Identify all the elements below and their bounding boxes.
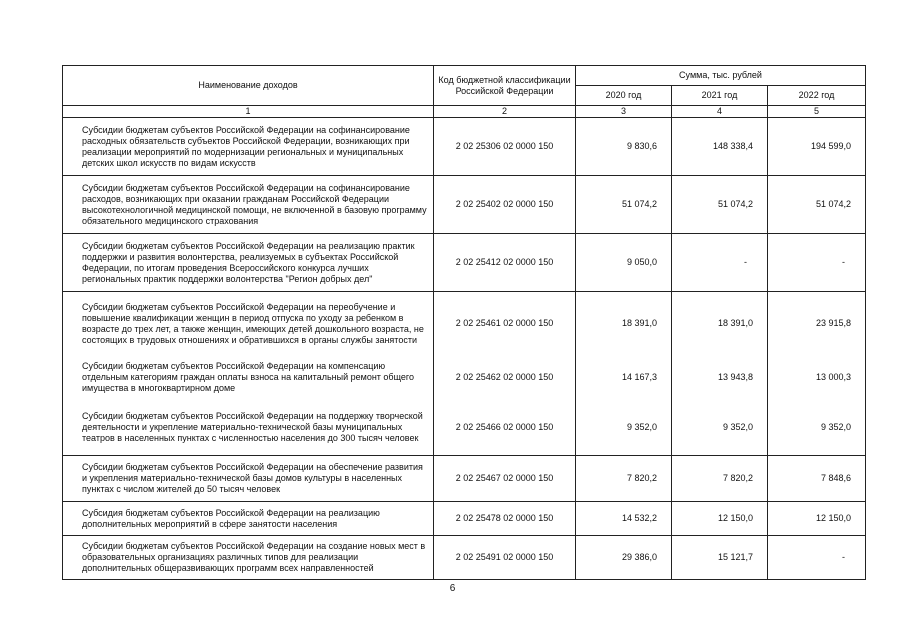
row-value-2021: 15 121,7 — [672, 536, 768, 580]
row-value-2021: 51 074,2 — [672, 176, 768, 234]
row-code: 2 02 25466 02 0000 150 — [434, 400, 576, 456]
row-code: 2 02 25461 02 0000 150 — [434, 292, 576, 356]
row-value-2020: 7 820,2 — [576, 456, 672, 502]
table-row — [63, 502, 866, 536]
row-value-2021: 7 820,2 — [672, 456, 768, 502]
row-value-2022: 23 915,8 — [768, 292, 866, 356]
row-value-2020: 14 167,3 — [576, 356, 672, 400]
header-budget-code: Код бюджетной классификации Российской Федерации — [434, 66, 576, 106]
column-number: 4 — [672, 106, 768, 118]
column-number: 2 — [434, 106, 576, 118]
header-income-name: Наименование доходов — [63, 66, 434, 106]
row-name: Субсидии бюджетам субъектов Российской Федерации на софинансирование расходных обязательств субъектов Российской Федерации, возникающих при реализации мероприятий по модернизации региональных и муниципальных детских школ искусств по видам искусств — [63, 118, 434, 176]
row-code: 2 02 25462 02 0000 150 — [434, 356, 576, 400]
table-row — [63, 456, 866, 502]
header-sum: Сумма, тыс. рублей — [576, 66, 866, 86]
income-table — [62, 65, 866, 580]
row-value-2022: 7 848,6 — [768, 456, 866, 502]
row-value-2021: 9 352,0 — [672, 400, 768, 456]
row-value-2020: 9 830,6 — [576, 118, 672, 176]
row-code: 2 02 25467 02 0000 150 — [434, 456, 576, 502]
row-value-2020: 18 391,0 — [576, 292, 672, 356]
table-row — [63, 118, 866, 176]
page-number: 6 — [449, 583, 456, 594]
row-value-2022: 9 352,0 — [768, 400, 866, 456]
column-number-row — [63, 106, 866, 118]
column-number: 1 — [63, 106, 434, 118]
row-code: 2 02 25478 02 0000 150 — [434, 502, 576, 536]
column-number: 5 — [768, 106, 866, 118]
row-value-2020: 9 352,0 — [576, 400, 672, 456]
row-name: Субсидии бюджетам субъектов Российской Федерации на поддержку творческой деятельности и укрепление материально-технической базы муниципальных театров в населенных пунктах с численностью населения до 300 тысяч человек — [63, 400, 434, 456]
row-value-2021: 12 150,0 — [672, 502, 768, 536]
row-code: 2 02 25306 02 0000 150 — [434, 118, 576, 176]
row-code: 2 02 25402 02 0000 150 — [434, 176, 576, 234]
row-value-2020: 9 050,0 — [576, 234, 672, 292]
row-value-2022: 194 599,0 — [768, 118, 866, 176]
row-name: Субсидии бюджетам субъектов Российской Федерации на переобучение и повышение квалификации женщин в период отпуска по уходу за ребенком в возрасте до трех лет, а также женщин, имеющих детей дошкольного возраста, не состоящих в трудовых отношениях и обратившихся в органы службы занятости — [63, 292, 434, 356]
row-value-2020: 14 532,2 — [576, 502, 672, 536]
row-name: Субсидии бюджетам субъектов Российской Федерации на реализацию практик поддержки и развития волонтерства, реализуемых в субъектах Российской Федерации, по итогам проведения Всероссийского конкурса лучших региональных практик поддержки волонтерства "Регион добрых дел" — [63, 234, 434, 292]
table-row — [63, 356, 866, 400]
row-value-2020: 51 074,2 — [576, 176, 672, 234]
row-name: Субсидии бюджетам субъектов Российской Федерации на обеспечение развития и укрепления материально-технической базы домов культуры в населенных пунктах с числом жителей до 50 тысяч человек — [63, 456, 434, 502]
header-year-2020: 2020 год — [576, 86, 672, 106]
table-row — [63, 292, 866, 356]
row-name: Субсидии бюджетам субъектов Российской Федерации на софинансирование расходов, возникающих при оказании гражданам Российской Федерации высокотехнологичной медицинской помощи, не включенной в базовую программу обязательного медицинского страхования — [63, 176, 434, 234]
row-code: 2 02 25491 02 0000 150 — [434, 536, 576, 580]
row-value-2021: 13 943,8 — [672, 356, 768, 400]
table-row — [63, 536, 866, 580]
row-value-2022: 12 150,0 — [768, 502, 866, 536]
row-code: 2 02 25412 02 0000 150 — [434, 234, 576, 292]
row-value-2021: 148 338,4 — [672, 118, 768, 176]
row-value-2022: 13 000,3 — [768, 356, 866, 400]
row-value-2021: - — [672, 234, 768, 292]
table-row — [63, 400, 866, 456]
row-value-2022: - — [768, 234, 866, 292]
row-value-2022: - — [768, 536, 866, 580]
header-year-2021: 2021 год — [672, 86, 768, 106]
row-name: Субсидии бюджетам субъектов Российской Федерации на создание новых мест в образовательных организациях различных типов для реализации дополнительных общеразвивающих программ всех направленностей — [63, 536, 434, 580]
row-value-2022: 51 074,2 — [768, 176, 866, 234]
table-row — [63, 176, 866, 234]
header-year-2022: 2022 год — [768, 86, 866, 106]
column-number: 3 — [576, 106, 672, 118]
row-name: Субсидии бюджетам субъектов Российской Федерации на компенсацию отдельным категориям граждан оплаты взноса на капитальный ремонт общего имущества в многоквартирном доме — [63, 356, 434, 400]
row-name: Субсидия бюджетам субъектов Российской Федерации на реализацию дополнительных мероприятий в сфере занятости населения — [63, 502, 434, 536]
row-value-2020: 29 386,0 — [576, 536, 672, 580]
row-value-2021: 18 391,0 — [672, 292, 768, 356]
table-row — [63, 234, 866, 292]
